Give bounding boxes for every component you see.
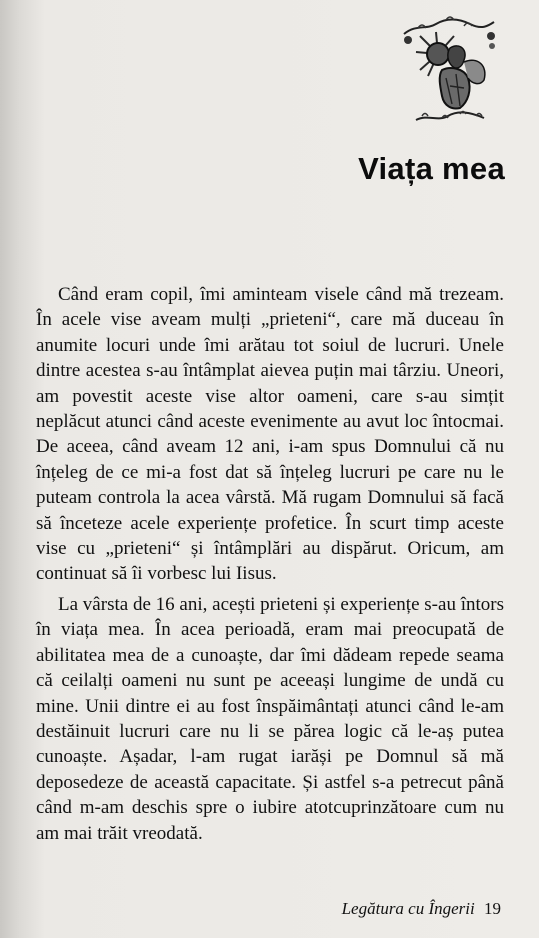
paragraph: La vârsta de 16 ani, acești prieteni și experiențe s-au întors în viața mea. În acea perioadă, eram mai preocupată de abilitatea mea de a cunoaște, dar îmi dădeam repede seama că ceilalți oameni nu sunt pe aceeași lungime de undă cu mine. Unii dintre ei au fost înspăimântați atunci când le-am destăinuit lucruri care nu li se părea logic că le-aș putea cunoaște. Așadar, l-am rugat iarăși pe Domnul să mă deposedeze de această capacitate. Și astfel s-a petrecut până când m-am deschis spre o iubire atotcuprinzătoare cum nu am mai trăit vreodată.: [36, 593, 504, 844]
body-text: [36, 282, 504, 846]
angel-ornament-icon: [398, 12, 498, 130]
footer-book-title: Legătura cu Îngerii: [341, 899, 475, 918]
page-footer: [342, 899, 501, 919]
chapter-title: Viața mea: [358, 151, 505, 186]
page-number: 19: [484, 899, 501, 918]
paragraph: Când eram copil, îmi aminteam visele când mă trezeam. În acele vise aveam mulți „prieteni“, care mă duceau în anumite locuri unde îmi arătau tot soiul de lucruri. Unele dintre acestea s-au întâmplat aievea puțin mai târziu. Uneori, am povestit aceste vise altor oameni, care s-au simțit neplăcut atunci când aceste evenimente au avut loc întocmai. De aceea, când aveam 12 ani, i-am spus Domnului că nu înțeleg de ce mi-a fost dat să înțeleg lucruri pe care nu le puteam controla la acea vârstă. Mă rugam Domnului să facă să înceteze acele experiențe profetice. În scurt timp aceste vise cu „prieteni“ și întâmplări au dispărut. Oricum, am continuat să îi vorbesc lui Iisus.: [36, 284, 504, 585]
